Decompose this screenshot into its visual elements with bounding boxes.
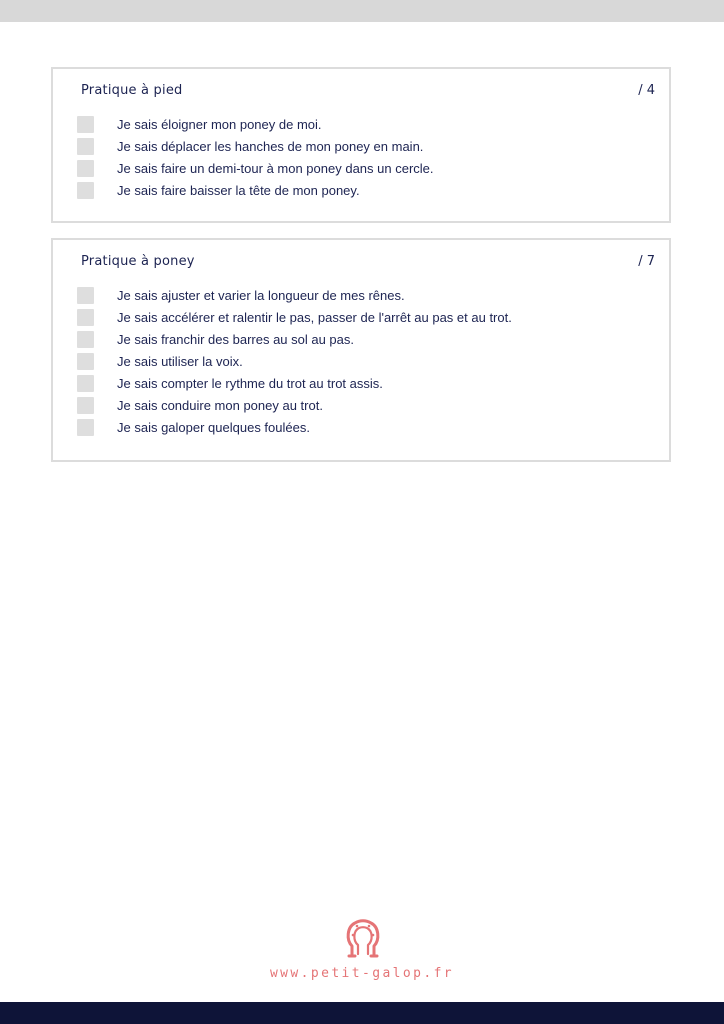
checklist-item bbox=[77, 113, 434, 135]
checklist-item-label: Je sais ajuster et varier la longueur de mes rênes. bbox=[117, 287, 405, 303]
checklist-item-label: Je sais utiliser la voix. bbox=[117, 353, 243, 369]
checklist-item-label: Je sais franchir des barres au sol au pas. bbox=[117, 331, 355, 347]
checklist bbox=[77, 284, 512, 438]
checkbox[interactable] bbox=[77, 138, 94, 155]
checkbox[interactable] bbox=[77, 419, 94, 436]
section-pratique-a-pied bbox=[51, 67, 671, 223]
checkbox[interactable] bbox=[77, 160, 94, 177]
section-title: Pratique à pied bbox=[81, 83, 183, 98]
checklist-item bbox=[77, 157, 434, 179]
checklist-item-label: Je sais éloigner mon poney de moi. bbox=[117, 116, 322, 132]
checkbox[interactable] bbox=[77, 375, 94, 392]
checkbox[interactable] bbox=[77, 353, 94, 370]
checklist-item bbox=[77, 179, 434, 201]
website-link[interactable]: www.petit-galop.fr bbox=[269, 966, 455, 981]
checklist-item-label: Je sais compter le rythme du trot au trot assis. bbox=[117, 375, 383, 391]
checkbox[interactable] bbox=[77, 397, 94, 414]
checklist-item bbox=[77, 350, 512, 372]
checklist-item bbox=[77, 416, 512, 438]
bottom-bar bbox=[0, 1002, 724, 1024]
top-bar bbox=[0, 0, 724, 22]
checklist-item bbox=[77, 284, 512, 306]
section-pratique-a-poney bbox=[51, 238, 671, 462]
checklist-item bbox=[77, 306, 512, 328]
checklist-item bbox=[77, 394, 512, 416]
checkbox[interactable] bbox=[77, 309, 94, 326]
checkbox[interactable] bbox=[77, 116, 94, 133]
checklist-item bbox=[77, 372, 512, 394]
checklist-item-label: Je sais faire baisser la tête de mon poney. bbox=[117, 182, 360, 198]
section-score: / 7 bbox=[638, 254, 655, 269]
checklist-item-label: Je sais accélérer et ralentir le pas, passer de l'arrêt au pas et au trot. bbox=[117, 309, 512, 325]
checklist-item bbox=[77, 328, 512, 350]
checklist bbox=[77, 113, 434, 201]
checklist-item-label: Je sais conduire mon poney au trot. bbox=[117, 397, 323, 413]
checklist-item-label: Je sais galoper quelques foulées. bbox=[117, 419, 310, 435]
checkbox[interactable] bbox=[77, 287, 94, 304]
section-score: / 4 bbox=[638, 83, 655, 98]
section-title: Pratique à poney bbox=[81, 254, 195, 269]
checklist-item bbox=[77, 135, 434, 157]
horseshoe-icon bbox=[341, 916, 385, 960]
checklist-item-label: Je sais faire un demi-tour à mon poney dans un cercle. bbox=[117, 160, 434, 176]
checkbox[interactable] bbox=[77, 182, 94, 199]
checkbox[interactable] bbox=[77, 331, 94, 348]
checklist-item-label: Je sais déplacer les hanches de mon poney en main. bbox=[117, 138, 424, 154]
